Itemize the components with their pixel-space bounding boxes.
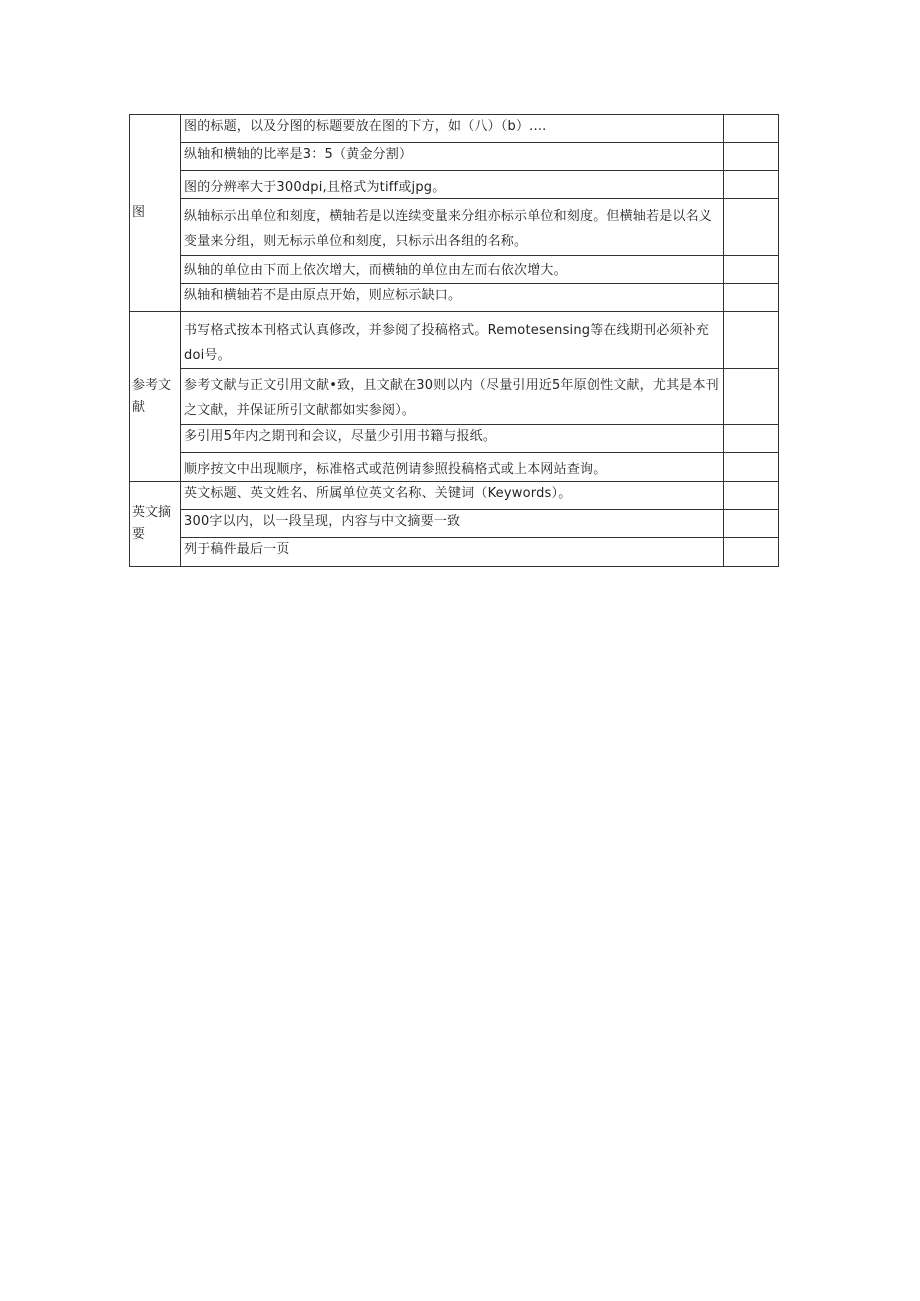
checklist-table [129, 114, 779, 567]
check-cell[interactable] [724, 284, 779, 312]
requirement-cell [181, 199, 724, 256]
requirement-text: 英文标题、英文姓名、所属单位英文名称、关键词（Keywords）。 [184, 486, 572, 501]
category-cell-references [130, 312, 181, 482]
table-row [130, 199, 779, 256]
category-label: 图 [132, 205, 146, 220]
requirement-text: 多引用5年内之期刊和会议，尽量少引用书籍与报纸。 [184, 429, 497, 444]
category-label: 英文摘要 [132, 505, 172, 542]
requirement-cell [181, 510, 724, 538]
table-row [130, 284, 779, 312]
check-cell[interactable] [724, 199, 779, 256]
requirement-cell [181, 482, 724, 510]
requirement-cell [181, 171, 724, 199]
requirement-cell [181, 538, 724, 567]
table-row [130, 538, 779, 567]
requirement-cell [181, 115, 724, 143]
requirement-text: 书写格式按本刊格式认真修改，并参阅了投稿格式。Remotesensing等在线期刊必须补充doi号。 [184, 323, 710, 363]
requirement-text: 参考文献与正文引用文献•致，且文献在30则以内（尽量引用近5年原创性文献，尤其是本刊之文献，并保证所引文献都如实参阅）。 [184, 378, 719, 418]
check-cell[interactable] [724, 453, 779, 482]
check-cell[interactable] [724, 538, 779, 567]
requirement-text: 图的标题，以及分图的标题要放在图的下方，如（八）（b）.... [184, 119, 547, 134]
check-cell[interactable] [724, 482, 779, 510]
requirement-text: 纵轴标示出单位和刻度，横轴若是以连续变量来分组亦标示单位和刻度。但横轴若是以名义变量来分组，则无标示单位和刻度，只标示出各组的名称。 [184, 209, 713, 249]
check-cell[interactable] [724, 425, 779, 453]
requirement-text: 纵轴和横轴的比率是3：5（黄金分割） [184, 147, 413, 162]
check-cell[interactable] [724, 115, 779, 143]
table-row [130, 143, 779, 171]
check-cell[interactable] [724, 369, 779, 425]
requirement-text: 顺序按文中出现顺序，标准格式或范例请参照投稿格式或上本网站查询。 [184, 462, 607, 477]
check-cell[interactable] [724, 143, 779, 171]
table-row [130, 510, 779, 538]
table-row [130, 171, 779, 199]
table-row [130, 453, 779, 482]
table-row [130, 312, 779, 369]
check-cell[interactable] [724, 312, 779, 369]
category-cell-figure [130, 115, 181, 312]
table-row [130, 482, 779, 510]
requirement-text: 列于稿件最后一页 [184, 542, 290, 557]
check-cell[interactable] [724, 256, 779, 284]
check-cell[interactable] [724, 510, 779, 538]
table-row [130, 115, 779, 143]
requirement-cell [181, 256, 724, 284]
requirement-cell [181, 312, 724, 369]
table-row [130, 369, 779, 425]
requirement-cell [181, 425, 724, 453]
requirement-text: 图的分辨率大于300dpi,且格式为tiff或jpg。 [184, 180, 446, 195]
table-row [130, 425, 779, 453]
table-row [130, 256, 779, 284]
requirement-text: 纵轴和横轴若不是由原点开始，则应标示缺口。 [184, 288, 462, 303]
requirement-cell [181, 284, 724, 312]
requirement-cell [181, 143, 724, 171]
check-cell[interactable] [724, 171, 779, 199]
category-cell-abstract [130, 482, 181, 567]
category-label: 参考文献 [132, 377, 172, 415]
requirement-text: 300字以内，以一段呈现，内容与中文摘要一致 [184, 514, 461, 529]
requirement-cell [181, 453, 724, 482]
requirement-text: 纵轴的单位由下而上依次增大，而横轴的单位由左而右依次增大。 [184, 263, 567, 278]
requirement-cell [181, 369, 724, 425]
